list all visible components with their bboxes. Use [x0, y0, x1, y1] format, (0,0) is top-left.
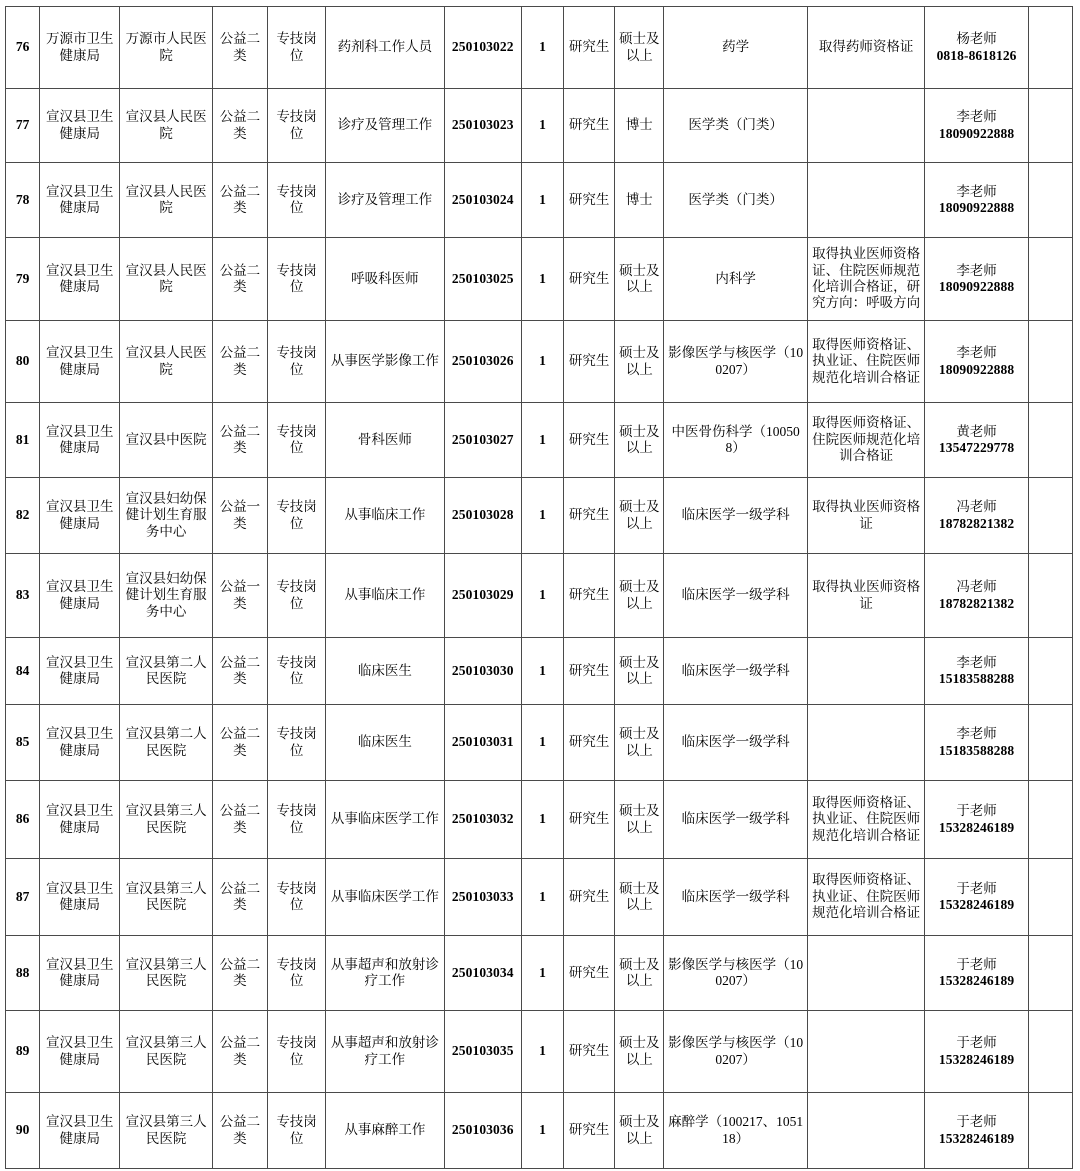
cell-unit-nature: 公益二类 [212, 936, 267, 1011]
cell-other-condition: 取得执业医师资格证 [807, 554, 924, 638]
cell-unit: 宣汉县中医院 [120, 403, 212, 478]
cell-other-condition [807, 1011, 924, 1093]
cell-job-name: 从事超声和放射诊疗工作 [326, 936, 444, 1011]
cell-contact [925, 638, 1028, 705]
cell-major: 内科学 [664, 238, 808, 321]
cell-job-code: 250103036 [444, 1093, 521, 1169]
cell-contact [925, 554, 1028, 638]
cell-job-name: 临床医生 [326, 638, 444, 705]
cell-major: 影像医学与核医学（100207） [664, 321, 808, 403]
table-body [6, 7, 1073, 1169]
cell-degree: 博士 [615, 89, 664, 163]
cell-headcount: 1 [521, 403, 563, 478]
contact-phone: 0818-8618126 [936, 47, 1017, 63]
cell-job-code: 250103035 [444, 1011, 521, 1093]
contact-phone: 15328246189 [938, 897, 1015, 912]
contact-phone: 18090922888 [938, 200, 1015, 215]
cell-contact [925, 859, 1028, 936]
cell-contact [925, 238, 1028, 321]
cell-major: 中医骨伤科学（100508） [664, 403, 808, 478]
cell-headcount: 1 [521, 1093, 563, 1169]
cell-post-type: 专技岗位 [267, 478, 325, 554]
cell-seq: 84 [6, 638, 40, 705]
cell-major: 麻醉学（100217、105118） [664, 1093, 808, 1169]
cell-seq: 87 [6, 859, 40, 936]
cell-education: 研究生 [564, 705, 615, 781]
cell-education: 研究生 [564, 638, 615, 705]
cell-job-name: 从事麻醉工作 [326, 1093, 444, 1169]
cell-job-code: 250103024 [444, 163, 521, 238]
contact-person: 黄老师 [956, 423, 997, 439]
cell-major: 临床医学一级学科 [664, 638, 808, 705]
table-row [6, 238, 1073, 321]
cell-job-code: 250103022 [444, 7, 521, 89]
cell-degree: 硕士及以上 [615, 705, 664, 781]
cell-unit-nature: 公益二类 [212, 321, 267, 403]
cell-post-type: 专技岗位 [267, 554, 325, 638]
cell-other-condition: 取得执业医师资格证 [807, 478, 924, 554]
cell-seq: 77 [6, 89, 40, 163]
cell-unit-nature: 公益二类 [212, 859, 267, 936]
cell-degree: 硕士及以上 [615, 238, 664, 321]
contact-phone: 15328246189 [938, 1051, 1015, 1067]
cell-job-name: 从事超声和放射诊疗工作 [326, 1011, 444, 1093]
cell-major: 药学 [664, 7, 808, 89]
cell-seq: 88 [6, 936, 40, 1011]
cell-remark [1028, 1011, 1072, 1093]
cell-education: 研究生 [564, 1093, 615, 1169]
cell-department: 宣汉县卫生健康局 [40, 321, 120, 403]
cell-education: 研究生 [564, 859, 615, 936]
table-row [6, 705, 1073, 781]
cell-department: 宣汉县卫生健康局 [40, 1011, 120, 1093]
cell-unit: 宣汉县第三人民医院 [120, 781, 212, 859]
cell-unit-nature: 公益二类 [212, 7, 267, 89]
cell-unit: 宣汉县第三人民医院 [120, 859, 212, 936]
cell-contact [925, 936, 1028, 1011]
cell-post-type: 专技岗位 [267, 638, 325, 705]
cell-major: 医学类（门类） [664, 89, 808, 163]
table-row [6, 781, 1073, 859]
cell-headcount: 1 [521, 859, 563, 936]
cell-post-type: 专技岗位 [267, 163, 325, 238]
cell-seq: 78 [6, 163, 40, 238]
cell-other-condition [807, 1093, 924, 1169]
contact-person: 李老师 [956, 345, 997, 361]
cell-contact [925, 89, 1028, 163]
cell-headcount: 1 [521, 163, 563, 238]
cell-degree: 硕士及以上 [615, 478, 664, 554]
cell-degree: 硕士及以上 [615, 1093, 664, 1169]
cell-other-condition [807, 638, 924, 705]
cell-unit: 宣汉县第三人民医院 [120, 1011, 212, 1093]
cell-other-condition: 取得药师资格证 [807, 7, 924, 89]
cell-unit: 宣汉县第二人民医院 [120, 705, 212, 781]
table-row [6, 936, 1073, 1011]
cell-department: 宣汉县卫生健康局 [40, 1093, 120, 1169]
cell-headcount: 1 [521, 936, 563, 1011]
cell-post-type: 专技岗位 [267, 1011, 325, 1093]
contact-person: 李老师 [956, 654, 997, 670]
cell-unit: 宣汉县人民医院 [120, 163, 212, 238]
contact-person: 李老师 [956, 726, 997, 742]
cell-department: 宣汉县卫生健康局 [40, 859, 120, 936]
table-row [6, 638, 1073, 705]
cell-post-type: 专技岗位 [267, 936, 325, 1011]
cell-job-name: 诊疗及管理工作 [326, 163, 444, 238]
cell-unit-nature: 公益二类 [212, 238, 267, 321]
contact-phone: 18782821382 [938, 595, 1015, 611]
cell-remark [1028, 163, 1072, 238]
cell-other-condition: 取得医师资格证、执业证、住院医师规范化培训合格证 [807, 859, 924, 936]
cell-unit-nature: 公益二类 [212, 163, 267, 238]
cell-seq: 82 [6, 478, 40, 554]
cell-unit-nature: 公益一类 [212, 554, 267, 638]
cell-remark [1028, 321, 1072, 403]
cell-other-condition: 取得医师资格证、执业证、住院医师规范化培训合格证 [807, 321, 924, 403]
cell-other-condition [807, 936, 924, 1011]
cell-job-code: 250103027 [444, 403, 521, 478]
contact-person: 杨老师 [956, 31, 997, 47]
cell-seq: 81 [6, 403, 40, 478]
cell-seq: 85 [6, 705, 40, 781]
cell-seq: 83 [6, 554, 40, 638]
cell-department: 万源市卫生健康局 [40, 7, 120, 89]
cell-degree: 硕士及以上 [615, 936, 664, 1011]
cell-job-name: 从事临床医学工作 [326, 859, 444, 936]
cell-department: 宣汉县卫生健康局 [40, 781, 120, 859]
cell-department: 宣汉县卫生健康局 [40, 89, 120, 163]
table-row [6, 478, 1073, 554]
cell-seq: 90 [6, 1093, 40, 1169]
cell-remark [1028, 936, 1072, 1011]
cell-post-type: 专技岗位 [267, 89, 325, 163]
cell-degree: 硕士及以上 [615, 638, 664, 705]
cell-unit: 宣汉县人民医院 [120, 321, 212, 403]
cell-unit-nature: 公益二类 [212, 89, 267, 163]
cell-education: 研究生 [564, 321, 615, 403]
cell-remark [1028, 89, 1072, 163]
cell-major: 临床医学一级学科 [664, 705, 808, 781]
cell-major: 影像医学与核医学（100207） [664, 1011, 808, 1093]
contact-phone: 18090922888 [938, 361, 1015, 377]
cell-degree: 硕士及以上 [615, 781, 664, 859]
cell-unit-nature: 公益二类 [212, 638, 267, 705]
cell-education: 研究生 [564, 163, 615, 238]
cell-other-condition [807, 163, 924, 238]
cell-seq: 86 [6, 781, 40, 859]
cell-remark [1028, 859, 1072, 936]
cell-major: 临床医学一级学科 [664, 478, 808, 554]
cell-department: 宣汉县卫生健康局 [40, 478, 120, 554]
cell-post-type: 专技岗位 [267, 859, 325, 936]
cell-contact [925, 403, 1028, 478]
cell-unit: 宣汉县第二人民医院 [120, 638, 212, 705]
cell-remark [1028, 554, 1072, 638]
contact-person: 冯老师 [956, 499, 997, 515]
contact-phone: 18090922888 [938, 279, 1015, 294]
cell-unit-nature: 公益二类 [212, 781, 267, 859]
recruitment-position-table [5, 6, 1073, 1169]
contact-phone: 15328246189 [938, 1130, 1015, 1146]
cell-contact [925, 1011, 1028, 1093]
cell-contact [925, 1093, 1028, 1169]
cell-job-name: 药剂科工作人员 [326, 7, 444, 89]
cell-seq: 79 [6, 238, 40, 321]
cell-job-code: 250103030 [444, 638, 521, 705]
cell-job-code: 250103032 [444, 781, 521, 859]
cell-education: 研究生 [564, 478, 615, 554]
contact-person: 于老师 [956, 880, 997, 896]
cell-contact [925, 478, 1028, 554]
cell-post-type: 专技岗位 [267, 705, 325, 781]
cell-job-code: 250103025 [444, 238, 521, 321]
cell-education: 研究生 [564, 238, 615, 321]
cell-remark [1028, 705, 1072, 781]
cell-job-name: 骨科医师 [326, 403, 444, 478]
cell-unit: 万源市人民医院 [120, 7, 212, 89]
cell-major: 临床医学一级学科 [664, 859, 808, 936]
contact-phone: 18090922888 [938, 125, 1015, 141]
cell-unit: 宣汉县妇幼保健计划生育服务中心 [120, 478, 212, 554]
contact-person: 李老师 [956, 262, 997, 278]
cell-job-code: 250103029 [444, 554, 521, 638]
cell-degree: 硕士及以上 [615, 403, 664, 478]
cell-department: 宣汉县卫生健康局 [40, 705, 120, 781]
cell-job-name: 临床医生 [326, 705, 444, 781]
cell-remark [1028, 638, 1072, 705]
cell-degree: 硕士及以上 [615, 1011, 664, 1093]
cell-headcount: 1 [521, 7, 563, 89]
cell-remark [1028, 403, 1072, 478]
contact-phone: 18782821382 [938, 515, 1015, 531]
cell-unit: 宣汉县第三人民医院 [120, 936, 212, 1011]
cell-job-name: 从事临床工作 [326, 478, 444, 554]
cell-post-type: 专技岗位 [267, 781, 325, 859]
cell-education: 研究生 [564, 7, 615, 89]
cell-post-type: 专技岗位 [267, 238, 325, 321]
cell-job-name: 从事临床工作 [326, 554, 444, 638]
table-row [6, 554, 1073, 638]
cell-remark [1028, 1093, 1072, 1169]
cell-unit-nature: 公益二类 [212, 705, 267, 781]
cell-contact [925, 7, 1028, 89]
cell-remark [1028, 781, 1072, 859]
cell-department: 宣汉县卫生健康局 [40, 403, 120, 478]
cell-headcount: 1 [521, 321, 563, 403]
cell-education: 研究生 [564, 1011, 615, 1093]
cell-post-type: 专技岗位 [267, 1093, 325, 1169]
cell-job-name: 呼吸科医师 [326, 238, 444, 321]
contact-phone: 15183588288 [938, 671, 1015, 686]
cell-headcount: 1 [521, 238, 563, 321]
cell-contact [925, 705, 1028, 781]
cell-education: 研究生 [564, 781, 615, 859]
contact-person: 于老师 [956, 1035, 997, 1051]
cell-contact [925, 163, 1028, 238]
cell-remark [1028, 478, 1072, 554]
cell-seq: 89 [6, 1011, 40, 1093]
cell-job-code: 250103031 [444, 705, 521, 781]
cell-department: 宣汉县卫生健康局 [40, 163, 120, 238]
cell-headcount: 1 [521, 705, 563, 781]
table-row [6, 163, 1073, 238]
cell-unit-nature: 公益二类 [212, 1093, 267, 1169]
cell-department: 宣汉县卫生健康局 [40, 238, 120, 321]
table-row [6, 7, 1073, 89]
cell-major: 临床医学一级学科 [664, 781, 808, 859]
contact-person: 冯老师 [956, 579, 997, 595]
cell-job-code: 250103023 [444, 89, 521, 163]
cell-job-code: 250103026 [444, 321, 521, 403]
cell-headcount: 1 [521, 478, 563, 554]
cell-unit: 宣汉县人民医院 [120, 238, 212, 321]
cell-degree: 硕士及以上 [615, 859, 664, 936]
contact-phone: 15328246189 [938, 973, 1015, 988]
cell-education: 研究生 [564, 403, 615, 478]
cell-unit-nature: 公益二类 [212, 403, 267, 478]
cell-headcount: 1 [521, 1011, 563, 1093]
cell-department: 宣汉县卫生健康局 [40, 638, 120, 705]
cell-education: 研究生 [564, 89, 615, 163]
table-row [6, 1093, 1073, 1169]
cell-education: 研究生 [564, 936, 615, 1011]
contact-phone: 15328246189 [938, 819, 1015, 835]
cell-contact [925, 321, 1028, 403]
cell-headcount: 1 [521, 89, 563, 163]
contact-person: 李老师 [956, 109, 997, 125]
contact-person: 李老师 [956, 183, 997, 199]
cell-unit: 宣汉县第三人民医院 [120, 1093, 212, 1169]
table-row [6, 403, 1073, 478]
cell-headcount: 1 [521, 638, 563, 705]
contact-person: 于老师 [956, 1114, 997, 1130]
cell-job-name: 诊疗及管理工作 [326, 89, 444, 163]
contact-person: 于老师 [956, 803, 997, 819]
cell-education: 研究生 [564, 554, 615, 638]
cell-job-name: 从事临床医学工作 [326, 781, 444, 859]
cell-other-condition [807, 705, 924, 781]
cell-seq: 76 [6, 7, 40, 89]
cell-degree: 硕士及以上 [615, 7, 664, 89]
cell-other-condition: 取得执业医师资格证、住院医师规范化培训合格证，研究方向：呼吸方向 [807, 238, 924, 321]
cell-job-name: 从事医学影像工作 [326, 321, 444, 403]
contact-phone: 13547229778 [938, 440, 1015, 455]
contact-phone: 15183588288 [938, 742, 1015, 758]
cell-department: 宣汉县卫生健康局 [40, 554, 120, 638]
cell-other-condition: 取得医师资格证、住院医师规范化培训合格证 [807, 403, 924, 478]
cell-other-condition: 取得医师资格证、执业证、住院医师规范化培训合格证 [807, 781, 924, 859]
table-row [6, 321, 1073, 403]
cell-post-type: 专技岗位 [267, 321, 325, 403]
cell-contact [925, 781, 1028, 859]
cell-unit: 宣汉县人民医院 [120, 89, 212, 163]
cell-unit-nature: 公益一类 [212, 478, 267, 554]
cell-job-code: 250103034 [444, 936, 521, 1011]
cell-job-code: 250103033 [444, 859, 521, 936]
cell-headcount: 1 [521, 554, 563, 638]
cell-post-type: 专技岗位 [267, 403, 325, 478]
contact-person: 于老师 [956, 956, 997, 972]
cell-job-code: 250103028 [444, 478, 521, 554]
cell-degree: 硕士及以上 [615, 554, 664, 638]
cell-seq: 80 [6, 321, 40, 403]
table-row [6, 89, 1073, 163]
cell-unit-nature: 公益二类 [212, 1011, 267, 1093]
cell-post-type: 专技岗位 [267, 7, 325, 89]
cell-remark [1028, 238, 1072, 321]
cell-unit: 宣汉县妇幼保健计划生育服务中心 [120, 554, 212, 638]
table-row [6, 859, 1073, 936]
cell-other-condition [807, 89, 924, 163]
cell-major: 医学类（门类） [664, 163, 808, 238]
cell-degree: 硕士及以上 [615, 321, 664, 403]
cell-major: 临床医学一级学科 [664, 554, 808, 638]
table-row [6, 1011, 1073, 1093]
cell-headcount: 1 [521, 781, 563, 859]
cell-department: 宣汉县卫生健康局 [40, 936, 120, 1011]
cell-degree: 博士 [615, 163, 664, 238]
cell-major: 影像医学与核医学（100207） [664, 936, 808, 1011]
cell-remark [1028, 7, 1072, 89]
